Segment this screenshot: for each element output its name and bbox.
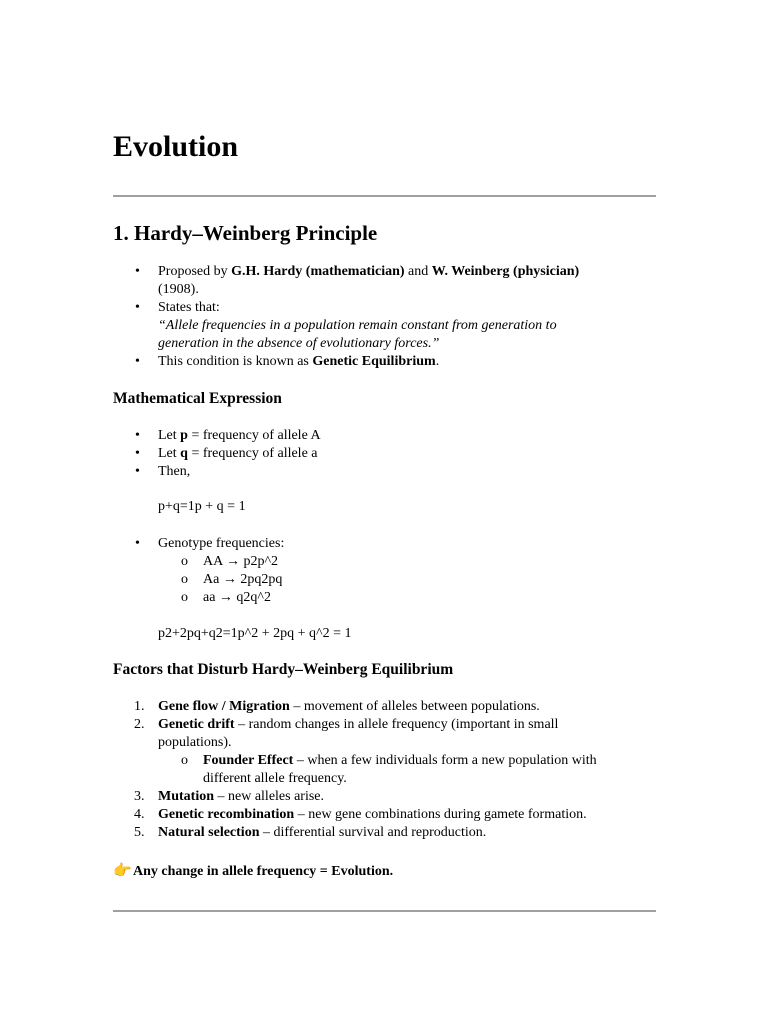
equation-genotype-sum: p2+2pq+q2=1p^2 + 2pq + q^2 = 1 — [158, 626, 352, 641]
subheading-factors: Factors that Disturb Hardy–Weinberg Equilibrium — [113, 661, 454, 678]
founder-sublist — [113, 752, 656, 788]
text: Let — [158, 428, 181, 443]
item-number: 1. — [134, 699, 145, 714]
circle-glyph: o — [181, 572, 188, 587]
factor-desc: – new alleles arise. — [214, 789, 325, 804]
bullet-glyph: • — [135, 428, 140, 443]
text: = frequency of allele A — [187, 428, 321, 443]
item-number: 4. — [134, 807, 145, 822]
genotype-list — [113, 535, 656, 553]
list-item — [113, 716, 656, 788]
text: = frequency of allele a — [187, 446, 318, 461]
factor-desc: – new gene combinations during gamete formation. — [294, 807, 587, 822]
divider-top — [113, 195, 656, 197]
text: Then, — [158, 464, 191, 479]
key-note — [113, 861, 393, 881]
quote-line: generation in the absence of evolutionary forces.” — [158, 336, 440, 351]
principle-list — [113, 263, 656, 371]
text: Genotype frequencies: — [158, 536, 285, 551]
note-text: Any change in allele frequency = Evolution. — [133, 864, 394, 879]
bullet-glyph: • — [135, 264, 140, 279]
hardy-name: G.H. Hardy (mathematician) — [231, 264, 405, 279]
genotype: aa → q2q^2 — [203, 590, 271, 605]
factor-desc: – random changes in allele frequency (important in small — [234, 717, 559, 732]
item-number: 5. — [134, 825, 145, 840]
text: Let — [158, 446, 181, 461]
circle-glyph: o — [181, 554, 188, 569]
item-number: 3. — [134, 789, 145, 804]
list-item — [113, 788, 656, 806]
divider-bottom — [113, 910, 656, 912]
page-title: Evolution — [113, 130, 239, 163]
circle-glyph: o — [181, 753, 188, 768]
bullet-glyph: • — [135, 464, 140, 479]
factor-desc: populations). — [158, 735, 232, 750]
list-item — [113, 299, 656, 353]
founder-desc: different allele frequency. — [203, 771, 347, 786]
text: Proposed by — [158, 264, 232, 279]
var-p: p — [180, 428, 188, 443]
genotype-sublist — [113, 553, 656, 607]
genetic-equilibrium: Genetic Equilibrium — [312, 354, 436, 369]
factors-list — [113, 698, 656, 842]
circle-glyph: o — [181, 590, 188, 605]
text: States that: — [158, 300, 220, 315]
weinberg-name: W. Weinberg (physician) — [431, 264, 580, 279]
list-item — [113, 535, 656, 553]
factor-name: Natural selection — [158, 825, 260, 840]
factor-desc: – movement of alleles between populations. — [289, 699, 540, 714]
factor-name: Genetic drift — [158, 717, 235, 732]
list-item — [113, 427, 656, 445]
section-heading-hardy-weinberg: 1. Hardy–Weinberg Principle — [113, 221, 378, 245]
list-item — [113, 824, 656, 842]
bullet-glyph: • — [135, 300, 140, 315]
genotype: AA → p2p^2 — [203, 554, 279, 569]
factor-name: Mutation — [158, 789, 214, 804]
math-list — [113, 427, 656, 481]
list-item — [113, 263, 656, 299]
founder-effect: Founder Effect — [203, 753, 294, 768]
list-item — [113, 553, 656, 571]
list-item — [113, 589, 656, 607]
bullet-glyph: • — [135, 536, 140, 551]
subheading-math: Mathematical Expression — [113, 390, 282, 407]
text: and — [404, 264, 432, 279]
founder-desc: – when a few individuals form a new population with — [293, 753, 597, 768]
list-item — [113, 463, 656, 481]
list-item — [113, 752, 656, 788]
var-q: q — [180, 446, 188, 461]
list-item — [113, 806, 656, 824]
item-number: 2. — [134, 717, 145, 732]
bullet-glyph: • — [135, 354, 140, 369]
equation-sum: p+q=1p + q = 1 — [158, 499, 246, 514]
list-item — [113, 353, 656, 371]
list-item — [113, 571, 656, 589]
quote-line: “Allele frequencies in a population remain constant from generation to — [158, 318, 557, 333]
bullet-glyph: • — [135, 446, 140, 461]
list-item — [113, 445, 656, 463]
factor-name: Genetic recombination — [158, 807, 295, 822]
pointing-hand-icon: 👉 — [113, 861, 132, 879]
text: . — [435, 354, 440, 369]
text: This condition is known as — [158, 354, 313, 369]
factor-name: Gene flow / Migration — [158, 699, 290, 714]
genotype: Aa → 2pq2pq — [203, 572, 283, 587]
factor-desc: – differential survival and reproduction. — [259, 825, 487, 840]
list-item — [113, 698, 656, 716]
year: (1908). — [158, 282, 199, 297]
